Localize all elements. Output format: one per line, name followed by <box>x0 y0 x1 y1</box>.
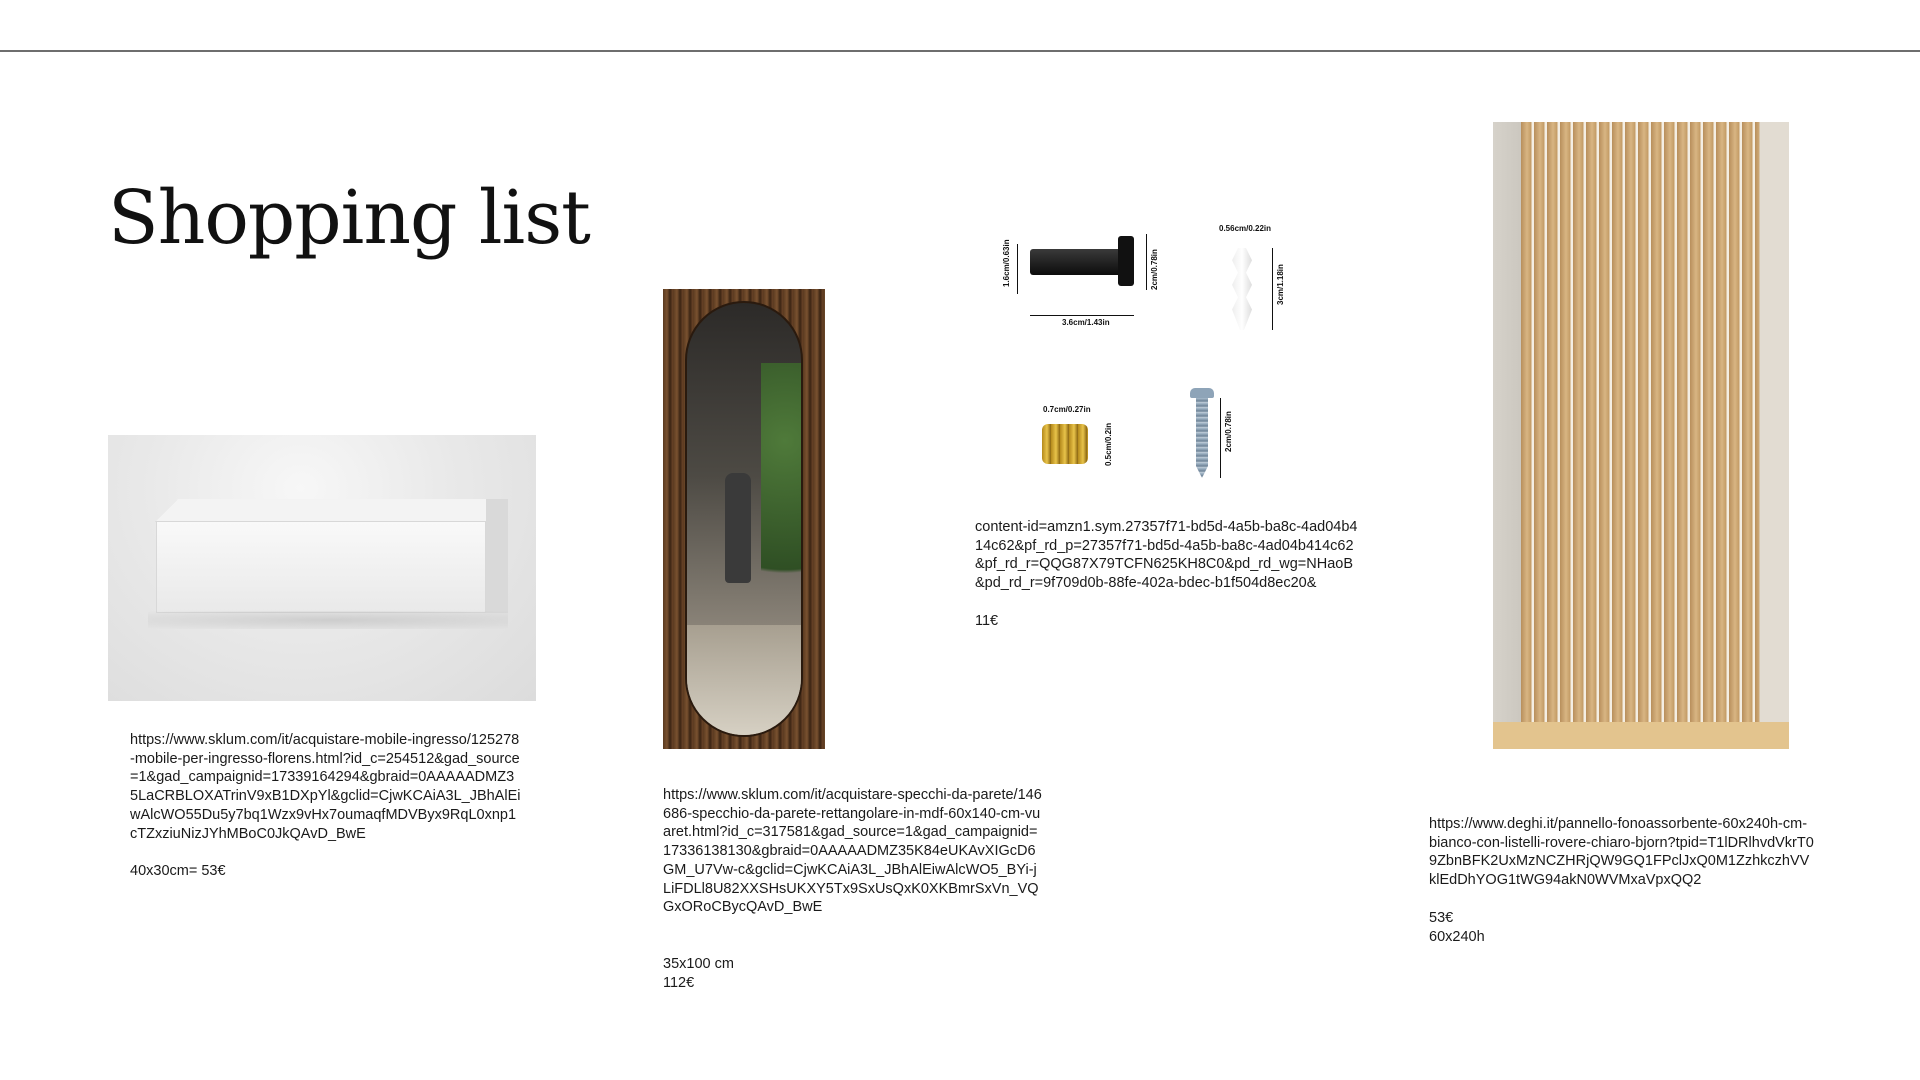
product-link[interactable]: https://www.sklum.com/it/acquistare-specchi-da-parete/146686-specchio-da-parete-rettangolare-in-mdf-60x140-cm-vuaret.html?id_c=317581&gad_source=1&gad_campaignid=17336138130&gbraid=0AAAAADMZ35K84eUKAvXIGcD6GM_U7Vw-c&gclid=CjwKCAiA3L_JBhAlEiwAlcWO5_BYi-jLiFDLl8U82XXSHsUKXY5Tx9SxUsQxK0XKBmrSxVn_VQGxORoCBycQAvD_BwE <box>663 787 1042 916</box>
dim-nut-width: 0.7cm/0.27in <box>1043 405 1091 414</box>
item-card-panel <box>1429 815 1815 946</box>
product-link[interactable]: content-id=amzn1.sym.27357f71-bd5d-4a5b-ba8c-4ad04b414c62&pf_rd_p=27357f71-bd5d-4a5b-ba8c-4ad04b414c62&pf_rd_r=QQG87X79TCFN625KH8C0&pd_rd_wg=NHaoB&pd_rd_r=9f709d0b-88fe-402a-bdec-b1f504d8ec20& <box>975 519 1358 592</box>
product-price: 53€ <box>1429 909 1454 926</box>
white-floating-drawer-image <box>108 435 536 701</box>
product-size-price: 40x30cm= 53€ <box>130 863 226 880</box>
dim-hook-length: 3.6cm/1.43in <box>1062 318 1110 327</box>
wood-slat-mirror-image <box>663 289 825 749</box>
dim-nut-height: 0.5cm/0.2in <box>1104 422 1113 466</box>
hook-rod <box>1030 249 1122 275</box>
item-card-drawer <box>130 731 522 881</box>
dim-anchor-length: 3cm/1.18in <box>1276 264 1285 305</box>
wall-anchor <box>1232 248 1252 330</box>
dim-screw-length: 2cm/0.78in <box>1224 411 1233 452</box>
dim-hook-base: 2cm/0.78in <box>1150 249 1159 290</box>
product-size: 60x240h <box>1429 928 1485 945</box>
product-link[interactable]: https://www.deghi.it/pannello-fonoassorbente-60x240h-cm-bianco-con-listelli-rovere-chiaro-bjorn?tpid=T1lDRlhvdVkrT09ZbnBFK2UxMzNCZHRjQW9GQ1FPclJxQ0M1ZzhkczhVVklEdDhYOG1tWG94akN0WVMxaVpxQQ2 <box>1429 816 1814 889</box>
item-card-hooks <box>975 518 1360 631</box>
dim-anchor-width: 0.56cm/0.22in <box>1219 224 1272 233</box>
product-price: 11€ <box>975 612 999 629</box>
product-size: 35x100 cm <box>663 955 734 972</box>
oak-slat-panel-image <box>1493 122 1789 749</box>
hook-base <box>1118 236 1134 286</box>
item-card-mirror <box>663 786 1043 992</box>
screw-head <box>1190 388 1214 398</box>
brass-nut <box>1042 424 1088 464</box>
page-title: Shopping list <box>108 174 590 261</box>
dim-hook-height: 1.6cm/0.63in <box>1002 239 1011 287</box>
product-link[interactable]: https://www.sklum.com/it/acquistare-mobile-ingresso/125278-mobile-per-ingresso-florens.html?id_c=254512&gad_source=1&gad_campaignid=17339164294&gbraid=0AAAAADMZ35LaCRBLOXATrinV9xB1DXpYl&gclid=CjwKCAiA3L_JBhAlEiwAlcWO55Du5y7bq1Wzx9vHx7oumaqfMDVByx9RqL0xnp1cTZxziuNizJYhMBoC0JkQAvD_BwE <box>130 732 521 842</box>
top-divider <box>0 50 1920 52</box>
product-price: 112€ <box>663 974 695 991</box>
screw-body <box>1196 398 1208 478</box>
